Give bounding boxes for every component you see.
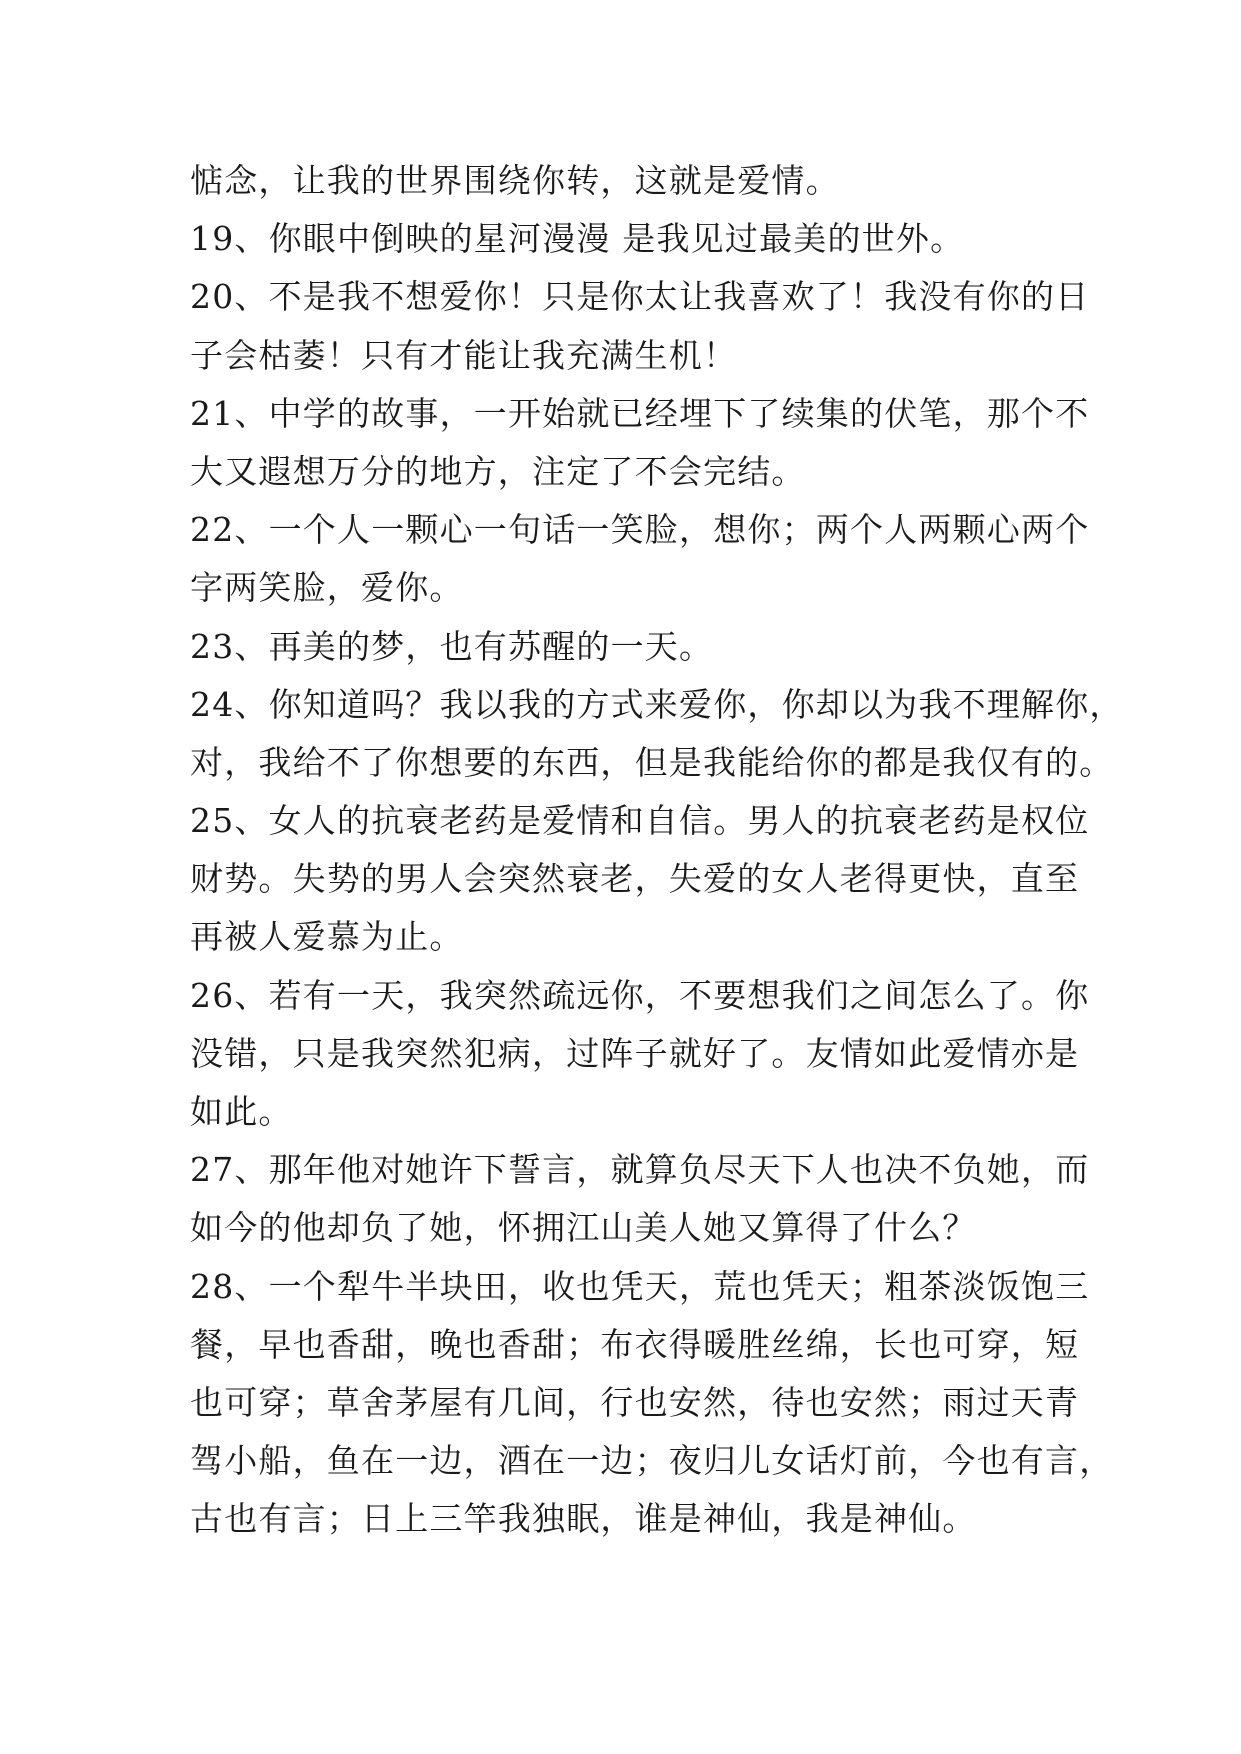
text-line: 21、中学的故事，一开始就已经埋下了续集的伏笔，那个不 — [190, 393, 1090, 433]
text-line: 也可穿；草舍茅屋有几间，行也安然，待也安然；雨过天青 — [190, 1382, 1080, 1422]
text-line: 26、若有一天，我突然疏远你，不要想我们之间怎么了。你 — [190, 975, 1090, 1015]
text-line: 大又遐想万分的地方，注定了不会完结。 — [190, 451, 806, 491]
text-line: 财势。失势的男人会突然衰老，失爱的女人老得更快，直至 — [190, 859, 1080, 899]
text-line: 古也有言；日上三竿我独眠，谁是神仙，我是神仙。 — [190, 1499, 977, 1539]
text-line: 对，我给不了你想要的东西，但是我能给你的都是我仅有的。 — [190, 742, 1114, 782]
text-line: 如今的他却负了她，怀拥江山美人她又算得了什么？ — [190, 1208, 977, 1248]
text-line: 19、你眼中倒映的星河漫漫 是我见过最美的世外。 — [190, 219, 965, 259]
document-body — [190, 152, 1124, 1549]
text-line: 24、你知道吗？我以我的方式来爱你，你却以为我不理解你， — [190, 684, 1124, 724]
text-line: 再被人爱慕为止。 — [190, 917, 464, 957]
text-line: 25、女人的抗衰老药是爱情和自信。男人的抗衰老药是权位 — [190, 801, 1090, 841]
text-line: 驾小船，鱼在一边，酒在一边；夜归儿女话灯前，今也有言， — [190, 1441, 1114, 1481]
text-line: 如此。 — [190, 1092, 293, 1131]
text-line: 惦念，让我的世界围绕你转，这就是爱情。 — [190, 161, 840, 200]
text-line: 22、一个人一颗心一句话一笑脸，想你；两个人两颗心两个 — [190, 510, 1090, 550]
text-line: 27、那年他对她许下誓言，就算负尽天下人也决不负她，而 — [190, 1150, 1090, 1190]
text-line: 餐，早也香甜，晚也香甜；布衣得暖胜丝绵，长也可穿，短 — [190, 1324, 1080, 1364]
text-line: 字两笑脸，爱你。 — [190, 568, 464, 608]
text-line: 20、不是我不想爱你！只是你太让我喜欢了！我没有你的日 — [190, 277, 1090, 317]
text-line: 没错，只是我突然犯病，过阵子就好了。友情如此爱情亦是 — [190, 1033, 1080, 1073]
text-line: 28、一个犁牛半块田，收也凭天，荒也凭天；粗茶淡饭饱三 — [190, 1266, 1090, 1306]
text-line: 23、再美的梦，也有苏醒的一天。 — [190, 626, 714, 666]
text-line: 子会枯萎！只有才能让我充满生机！ — [190, 335, 738, 375]
